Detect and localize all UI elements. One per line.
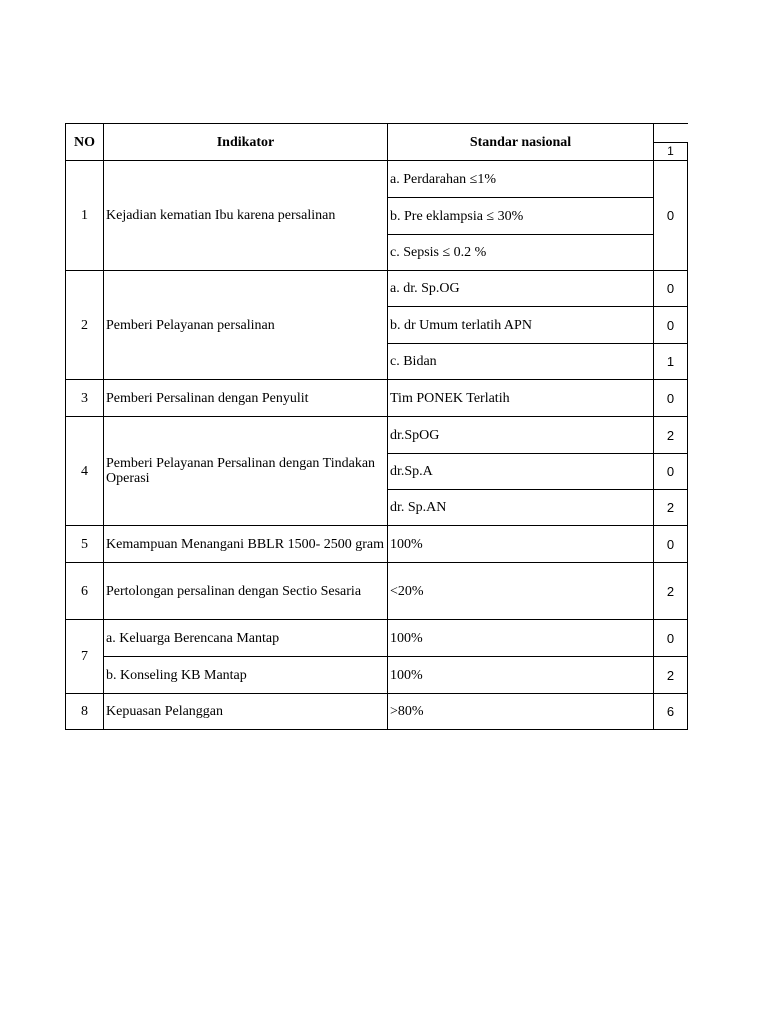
row-standar: dr.SpOG [388,417,654,454]
header-value-top [654,124,688,143]
header-standar: Standar nasional [388,124,654,161]
row-indikator: Pemberi Pelayanan Persalinan dengan Tindakan Operasi [104,417,388,526]
row-value: 1 [654,344,688,380]
table-row [66,271,688,307]
row-no: 4 [66,417,104,526]
row-value: 0 [654,620,688,657]
row-indikator: Kemampuan Menangani BBLR 1500- 2500 gram [104,526,388,563]
row-no: 8 [66,694,104,730]
table-row [66,694,688,730]
row-standar: Tim PONEK Terlatih [388,380,654,417]
row-standar: 100% [388,620,654,657]
row-value: 2 [654,490,688,526]
row-value: 0 [654,161,688,271]
table-row [66,380,688,417]
row-value: 2 [654,657,688,694]
row-value: 0 [654,380,688,417]
row-indikator: Kejadian kematian Ibu karena persalinan [104,161,388,271]
row-standar: b. Pre eklampsia ≤ 30% [388,198,654,235]
row-indikator: Pertolongan persalinan dengan Sectio Sesaria [104,563,388,620]
row-standar: <20% [388,563,654,620]
indicator-table [65,123,688,730]
row-standar: a. dr. Sp.OG [388,271,654,307]
row-standar: c. Bidan [388,344,654,380]
row-value: 0 [654,307,688,344]
row-standar: a. Perdarahan ≤1% [388,161,654,198]
row-standar: >80% [388,694,654,730]
table-row [66,563,688,620]
row-no: 5 [66,526,104,563]
row-value: 2 [654,563,688,620]
row-no: 3 [66,380,104,417]
row-no: 7 [66,620,104,694]
row-no: 2 [66,271,104,380]
row-no: 1 [66,161,104,271]
header-value-number: 1 [654,143,688,161]
row-standar: dr. Sp.AN [388,490,654,526]
row-no: 6 [66,563,104,620]
row-value: 6 [654,694,688,730]
row-standar: 100% [388,526,654,563]
row-indikator: a. Keluarga Berencana Mantap [104,620,388,657]
row-indikator: b. Konseling KB Mantap [104,657,388,694]
row-value: 0 [654,454,688,490]
row-value: 2 [654,417,688,454]
row-indikator: Pemberi Persalinan dengan Penyulit [104,380,388,417]
table-row [66,417,688,454]
header-indikator: Indikator [104,124,388,161]
table-row [66,526,688,563]
table-row [66,620,688,657]
header-no: NO [66,124,104,161]
row-standar: c. Sepsis ≤ 0.2 % [388,235,654,271]
row-indikator: Pemberi Pelayanan persalinan [104,271,388,380]
row-standar: 100% [388,657,654,694]
row-indikator: Kepuasan Pelanggan [104,694,388,730]
row-value: 0 [654,271,688,307]
row-standar: b. dr Umum terlatih APN [388,307,654,344]
row-standar: dr.Sp.A [388,454,654,490]
table-row [66,161,688,198]
row-value: 0 [654,526,688,563]
